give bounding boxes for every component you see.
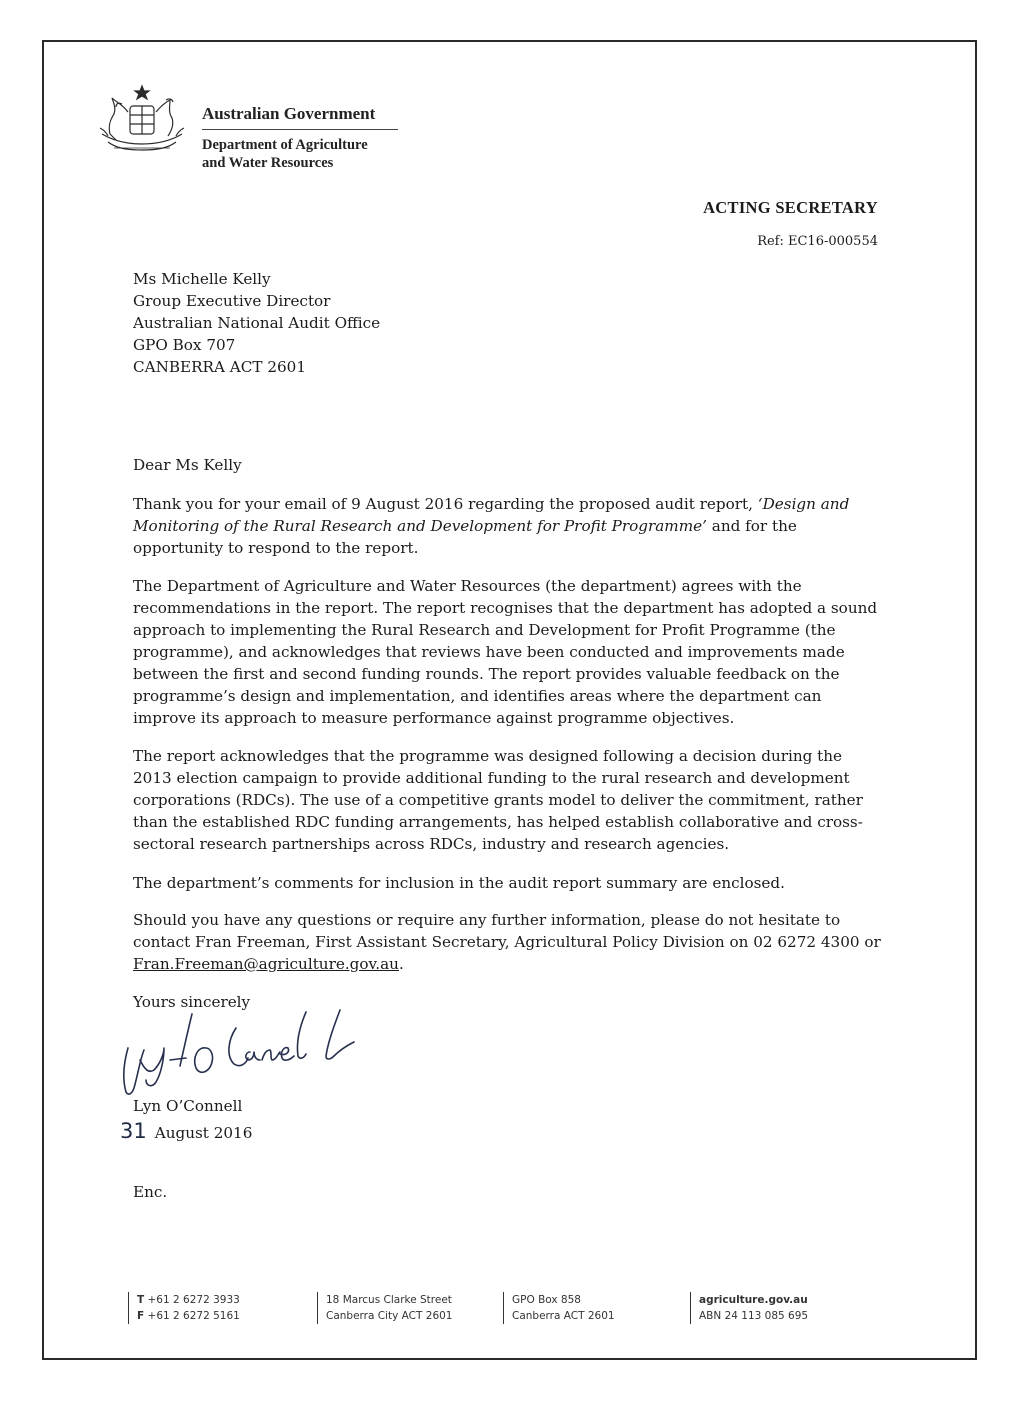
- letterhead-divider: [202, 129, 398, 130]
- footer-web: [690, 1292, 808, 1324]
- paragraph-1: [133, 493, 885, 559]
- paragraph-5-lead: Should you have any questions or require any further information, please do not hesitate to contact Fran Freeman, First Assistant Secretary, Agricultural Policy Division on 02 6272 4300 or: [133, 911, 881, 951]
- report-title: ‘Design and Monitoring of the Rural Research and Development for Profit Programme’: [133, 495, 850, 535]
- office-title: ACTING SECRETARY: [703, 198, 878, 217]
- footer-fax: F +61 2 6272 5161: [137, 1310, 240, 1322]
- letter-date: [120, 1120, 252, 1144]
- footer-phone: T +61 2 6272 3933: [137, 1294, 240, 1306]
- coat-of-arms-logo: [94, 82, 190, 160]
- footer-website[interactable]: agriculture.gov.au: [699, 1294, 808, 1306]
- recipient-organisation: Australian National Audit Office: [133, 314, 381, 332]
- recipient-title: Group Executive Director: [133, 292, 331, 310]
- salutation: Dear Ms Kelly: [133, 456, 242, 474]
- footer-postal-address: [503, 1292, 615, 1324]
- department-line-1: Department of Agriculture: [202, 137, 368, 153]
- handwritten-signature: [110, 1008, 370, 1108]
- contact-email-link[interactable]: Fran.Freeman@agriculture.gov.au: [133, 955, 399, 973]
- footer-contact-numbers: [128, 1292, 240, 1324]
- department-name: [202, 136, 368, 172]
- handwritten-day: 31: [120, 1119, 147, 1143]
- recipient-city: CANBERRA ACT 2601: [133, 358, 306, 376]
- paragraph-4: The department’s comments for inclusion in the audit report summary are enclosed.: [133, 874, 785, 892]
- footer-abn: ABN 24 113 085 695: [699, 1310, 809, 1322]
- footer-po-box: GPO Box 858: [512, 1294, 581, 1306]
- reference-number: Ref: EC16-000554: [757, 234, 878, 249]
- paragraph-2: The Department of Agriculture and Water Resources (the department) agrees with the recommendations in the report. The report recognises that the department has adopted a sound approach to implementing the Rural Research and Development for Profit Programme (the programme), and acknowledges that reviews have been conducted and improvements made between the first and second funding rounds. The report provides valuable feedback on the programme’s design and implementation, and identifies areas where the department can improve its approach to measure performance against programme objectives.: [133, 577, 878, 727]
- footer-po-city: Canberra ACT 2601: [512, 1310, 615, 1322]
- footer-street: 18 Marcus Clarke Street: [326, 1294, 452, 1306]
- recipient-name: Ms Michelle Kelly: [133, 270, 271, 288]
- government-name: Australian Government: [202, 104, 376, 123]
- enclosure-note: Enc.: [133, 1183, 168, 1201]
- department-line-2: and Water Resources: [202, 155, 334, 171]
- footer-suburb: Canberra City ACT 2601: [326, 1310, 453, 1322]
- recipient-po-box: GPO Box 707: [133, 336, 236, 354]
- paragraph-5-tail: .: [398, 955, 404, 973]
- paragraph-1-lead: Thank you for your email of 9 August 2016 regarding the proposed audit report,: [133, 495, 758, 513]
- paragraph-5: [133, 909, 885, 975]
- paragraph-3: The report acknowledges that the programme was designed following a decision during the 2013 election campaign to provide additional funding to the rural research and development corporations (RDCs). The use of a competitive grants model to deliver the commitment, rather than the established RDC funding arrangements, has helped establish collaborative and cross-sectoral research partnerships across RDCs, industry and research agencies.: [133, 747, 863, 853]
- paragraph-1-tail: and for the opportunity to respond to the report.: [133, 517, 797, 557]
- closing: Yours sincerely: [133, 993, 251, 1011]
- signatory-name: Lyn O’Connell: [133, 1097, 243, 1115]
- footer-street-address: [317, 1292, 453, 1324]
- recipient-address: [133, 268, 380, 378]
- printed-date: August 2016: [154, 1124, 253, 1142]
